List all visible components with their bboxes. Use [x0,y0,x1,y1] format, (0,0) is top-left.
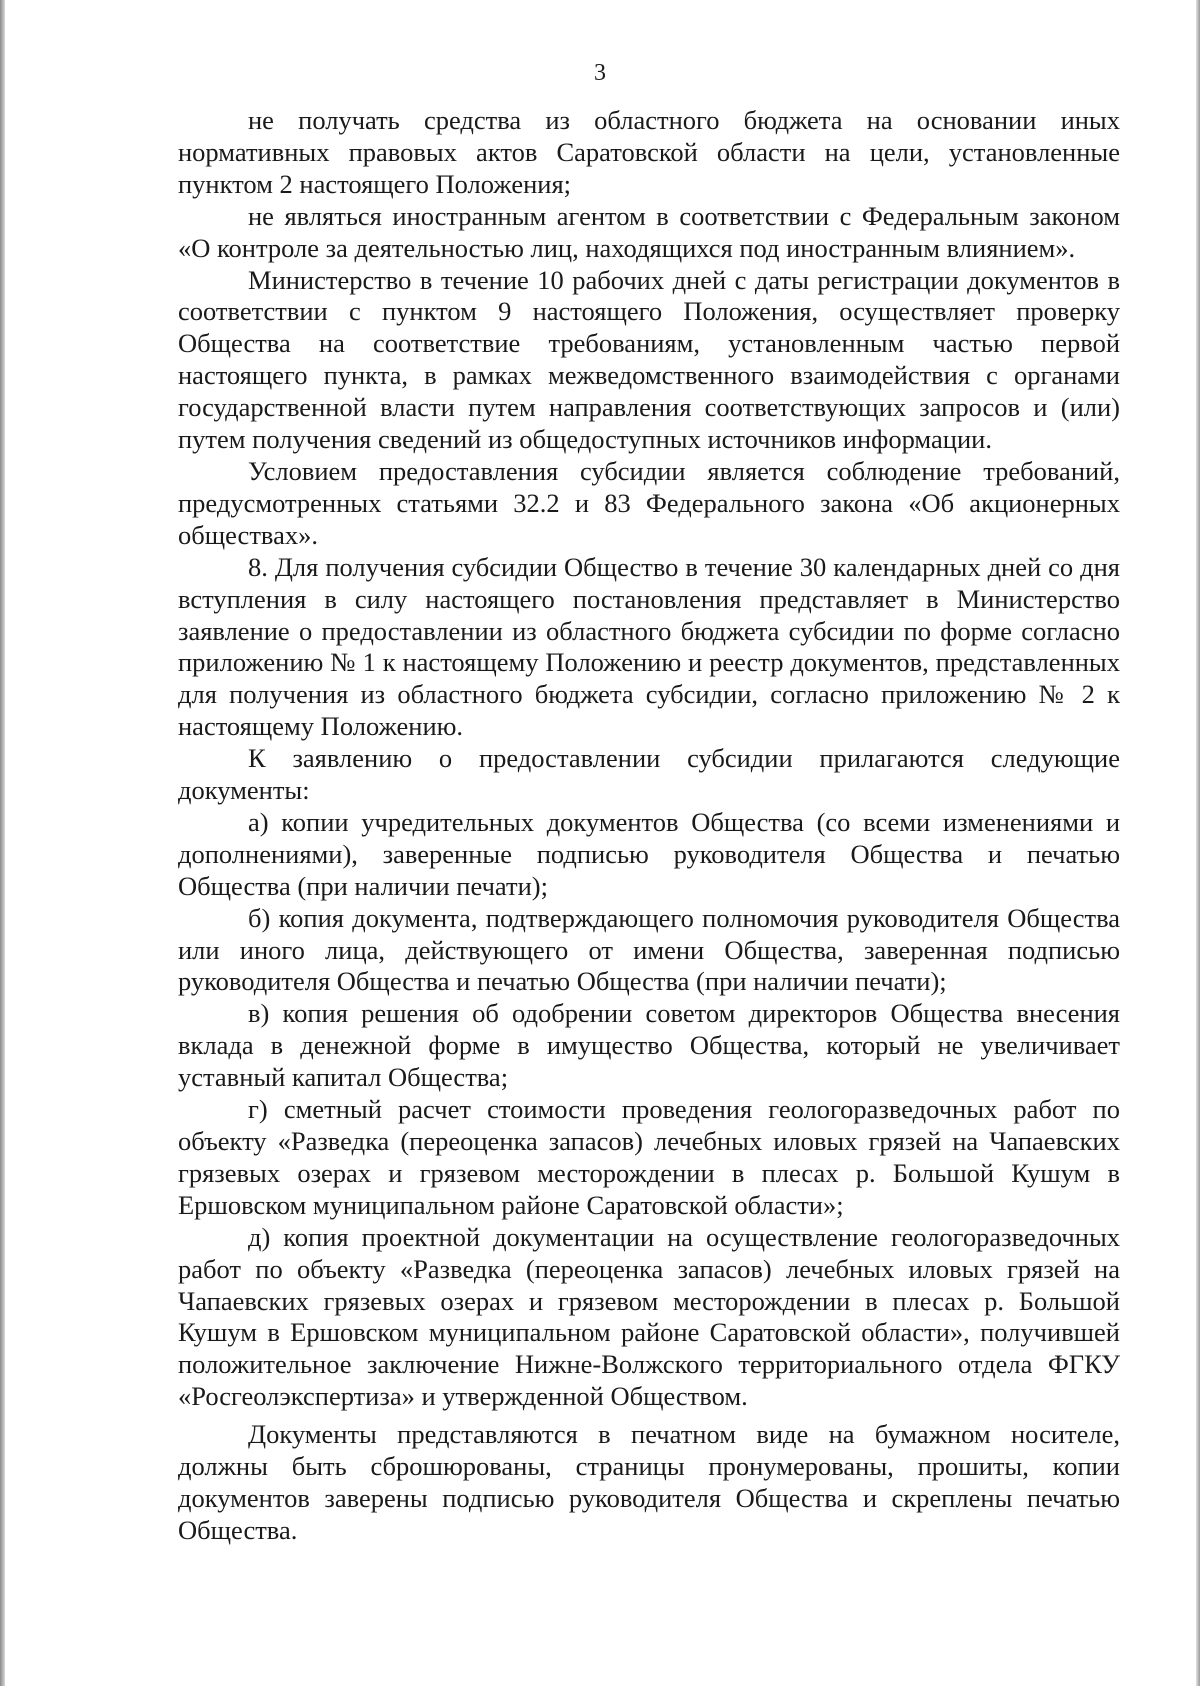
list-item-g: г) сметный расчет стоимости проведения геологоразведочных работ по объекту «Разведка (переоценка запасов) лечебных иловых грязей на Чапаевских грязевых озерах и грязевом месторождении в плесах р. Большой Кушум в Ершовском муниципальном районе Саратовской области»; [178,1094,1120,1220]
list-item-b: б) копия документа, подтверждающего полномочия руководителя Общества или иного лица, действующего от имени Общества, заверенная подписью руководителя Общества и печатью Общества (при наличии печати); [178,902,1120,997]
page-number: 3 [594,60,606,86]
paragraph-attachments-intro: К заявлению о предоставлении субсидии прилагаются следующие документы: [178,743,1120,806]
paragraph-subsidy-condition: Условием предоставления субсидии является соблюдение требований, предусмотренных статьями 32.2 и 83 Федерального закона «Об акционерных обществах». [178,455,1120,550]
list-item-v: в) копия решения об одобрении советом директоров Общества внесения вклада в денежной форме в имущество Общества, который не увеличивает уставный капитал Общества; [178,998,1120,1093]
paragraph-budget-funds: не получать средства из областного бюджета на основании иных нормативных правовых актов Саратовской области на цели, установленные пунктом 2 настоящего Положения; [178,105,1120,199]
list-item-a: а) копии учредительных документов Общества (со всеми изменениями и дополнениями), заверенные подписью руководителя Общества и печатью Общества (при наличии печати); [178,806,1120,901]
paragraph-item-8: 8. Для получения субсидии Общество в течение 30 календарных дней со дня вступления в силу настоящего постановления представляет в Министерство заявление о предоставлении из областного бюджета субсидии по форме согласно приложению № 1 к настоящему Положению и реестр документов, представленных для получения из областного бюджета субсидии, согласно приложению № 2 к настоящему Положению. [178,551,1120,742]
scan-edge-right [1196,0,1200,1686]
paragraph-ministry-check: Министерство в течение 10 рабочих дней с даты регистрации документов в соответствии с пунктом 9 настоящего Положения, осуществляет проверку Общества на соответствие требованиям, установленным частью первой настоящего пункта, в рамках межведомственного взаимодействия с органами государственной власти путем направления соответствующих запросов и (или) путем получения сведений из общедоступных источников информации. [178,264,1120,455]
paragraph-foreign-agent: не являться иностранным агентом в соответствии с Федеральным законом «О контроле за деятельностью лиц, находящихся под иностранным влиянием». [178,200,1120,263]
scan-edge-left [0,0,5,1686]
list-item-d: д) копия проектной документации на осуществление геологоразведочных работ по объекту «Разведка (переоценка запасов) лечебных иловых грязей на Чапаевских грязевых озерах и грязевом месторождении в плесах р. Большой Кушум в Ершовском муниципальном районе Саратовской области», получившей положительное заключение Нижне-Волжского территориального отдела ФГКУ «Росгеолэкспертиза» и утвержденной Обществом. [178,1221,1120,1412]
document-body [178,105,1120,1547]
paragraph-document-format: Документы представляются в печатном виде на бумажном носителе, должны быть сброшюрованы, страницы пронумерованы, прошиты, копии документов заверены подписью руководителя Общества и скреплены печатью Общества. [178,1419,1120,1545]
